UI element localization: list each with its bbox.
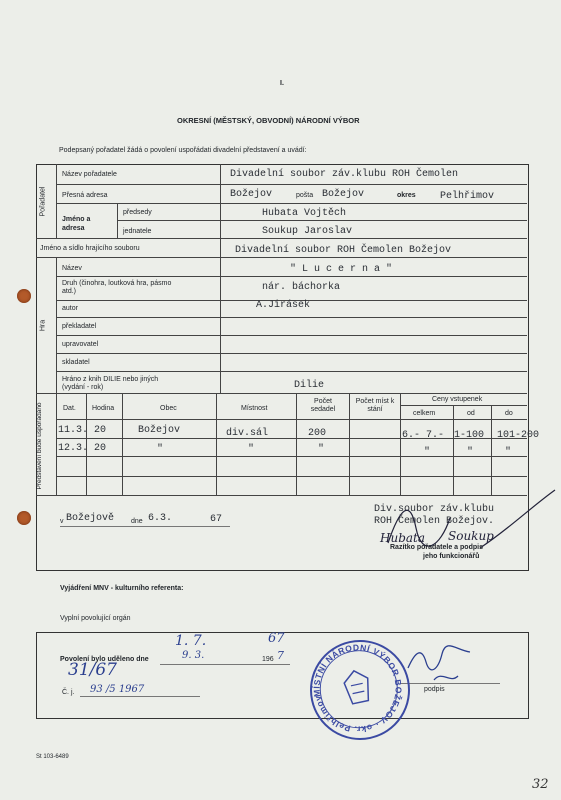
cell-hodina: 20: [94, 425, 107, 436]
value-hrano: Dilie: [294, 380, 325, 391]
label-skladatel: skladatel: [62, 359, 90, 366]
form-code: St 103-6489: [36, 754, 69, 760]
permission-year-hand: 7: [277, 649, 284, 662]
mnv-label: Vyjádření MNV - kulturního referenta:: [60, 585, 184, 592]
value-jednatele: Soukup Jaroslav: [262, 226, 353, 237]
cell-obec: ": [157, 444, 164, 455]
permission-year-printed: 196: [262, 656, 274, 663]
permission-date: 9. 3.: [182, 650, 205, 661]
cell-od: 1-100: [454, 430, 485, 441]
label-hra-nazev: Název: [62, 265, 82, 272]
punch-hole-top: [17, 289, 31, 303]
th-ceny: Ceny vstupenek: [432, 396, 483, 403]
label-jmeno-adresa: Jméno a adresa: [62, 216, 91, 232]
label-hrano: Hráno z knih DILIE nebo jiných (vydání - rok): [62, 376, 159, 391]
signature-soukup: Soukup: [448, 529, 494, 543]
organizer-stamp-line2: ROH Čemolen Božejov.: [374, 516, 495, 527]
page-number: 32: [532, 777, 549, 792]
punch-hole-bottom: [17, 511, 31, 525]
label-presna-adresa: Přesná adresa: [62, 192, 108, 199]
date-value: 6.3.: [148, 513, 173, 524]
th-pocet-sedadel: Počet sedadel: [310, 398, 336, 413]
side-label-predstaveni: Představení bude uspořádáno: [36, 402, 43, 490]
cell-sedadla: ": [318, 444, 325, 455]
value-nazev-poradatele: Divadelní soubor záv.klubu ROH Čemolen: [230, 169, 459, 180]
th-od: od: [467, 410, 475, 417]
th-obec: Obec: [160, 405, 177, 412]
place-value: Božejově: [66, 513, 115, 524]
form-intro: Podepsaný pořadatel žádá o povolení uspořádati divadelní představení a uvádí:: [59, 147, 307, 154]
section-number: I.: [280, 80, 284, 87]
label-upravovatel: upravovatel: [62, 341, 99, 348]
label-posta: pošta: [296, 192, 314, 199]
side-label-poradatel: Pořadatel: [39, 186, 47, 217]
cell-celkem: ": [424, 447, 431, 458]
value-okres: Pelhřimov: [440, 191, 495, 202]
form-title: OKRESNÍ (MĚSTSKÝ, OBVODNÍ) NÁRODNÍ VÝBOR: [177, 116, 360, 125]
cell-mistnost: ": [248, 444, 255, 455]
signature-hubata: Hubata: [380, 531, 426, 545]
value-adresa: Božejov: [230, 189, 273, 200]
label-predsedy: předsedy: [123, 209, 152, 216]
cell-celkem: 6.- 7.-: [402, 430, 445, 441]
stamp-text: MÍSTNÍ NÁRODNÍ VÝBOR BOŽEJOV · okr. Pelhřimov: [311, 642, 404, 735]
cell-do: 101-200: [497, 430, 540, 441]
stamp-caption-line2: jeho funkcionářů: [423, 553, 480, 560]
label-autor: autor: [62, 305, 78, 312]
cell-sedadla: 200: [308, 428, 327, 439]
cell-dat: 11.3.: [58, 425, 89, 436]
value-autor: A.Jirásek: [256, 300, 311, 311]
th-dat: Dat.: [63, 405, 76, 412]
cell-mistnost: div.sál: [226, 428, 269, 439]
label-okres: okres: [397, 192, 416, 199]
label-druh: Druh (činohra, loutková hra, pásmo atd.): [62, 280, 172, 295]
cj-hand: 31/67: [68, 660, 117, 680]
value-posta: Božejov: [322, 189, 365, 200]
value-druh: nár. báchorka: [262, 282, 341, 293]
th-mistnost: Místnost: [241, 405, 268, 412]
cell-hodina: 20: [94, 443, 107, 454]
cell-dat: 12.3.: [58, 443, 89, 454]
podpis-label: podpis: [424, 686, 445, 693]
place-prefix: v: [60, 518, 64, 525]
organ-label: Vyplní povolující orgán: [60, 615, 131, 622]
label-jednatele: jednatele: [123, 228, 152, 235]
cj-value: 93 /5 1967: [90, 684, 145, 695]
cj-label: Č. j.: [62, 689, 75, 696]
value-predsedy: Hubata Vojtěch: [262, 208, 347, 219]
value-soubor: Divadelní soubor ROH Čemolen Božejov: [235, 245, 452, 256]
label-soubor: Jméno a sídlo hrajícího souboru: [40, 245, 140, 252]
permission-year-top: 67: [268, 631, 285, 646]
side-label-hra: Hra: [39, 319, 47, 332]
th-celkem: celkem: [413, 410, 436, 417]
dne-label: dne: [131, 518, 143, 525]
svg-text:MÍSTNÍ NÁRODNÍ VÝBOR BOŽEJOV ·: [303, 634, 412, 743]
th-pocet-mist: Počet míst k stání: [355, 398, 395, 413]
th-do: do: [505, 410, 513, 417]
cell-obec: Božejov: [138, 425, 181, 436]
year-value: 67: [210, 514, 223, 525]
th-hodina: Hodina: [92, 405, 115, 412]
value-hra-nazev: " L u c e r n a ": [290, 264, 393, 275]
permission-label: Povolení bylo uděleno dne: [60, 656, 149, 663]
permission-date-top: 1. 7.: [175, 633, 207, 649]
label-prekladatel: překladatel: [62, 323, 97, 330]
stamp-caption-line1: Razítko pořadatele a podpis: [390, 544, 483, 551]
organizer-stamp-line1: Div.soubor záv.klubu: [374, 504, 495, 515]
cell-od: ": [467, 447, 474, 458]
label-nazev-poradatele: Název pořadatele: [62, 171, 117, 178]
cell-do: ": [505, 447, 512, 458]
